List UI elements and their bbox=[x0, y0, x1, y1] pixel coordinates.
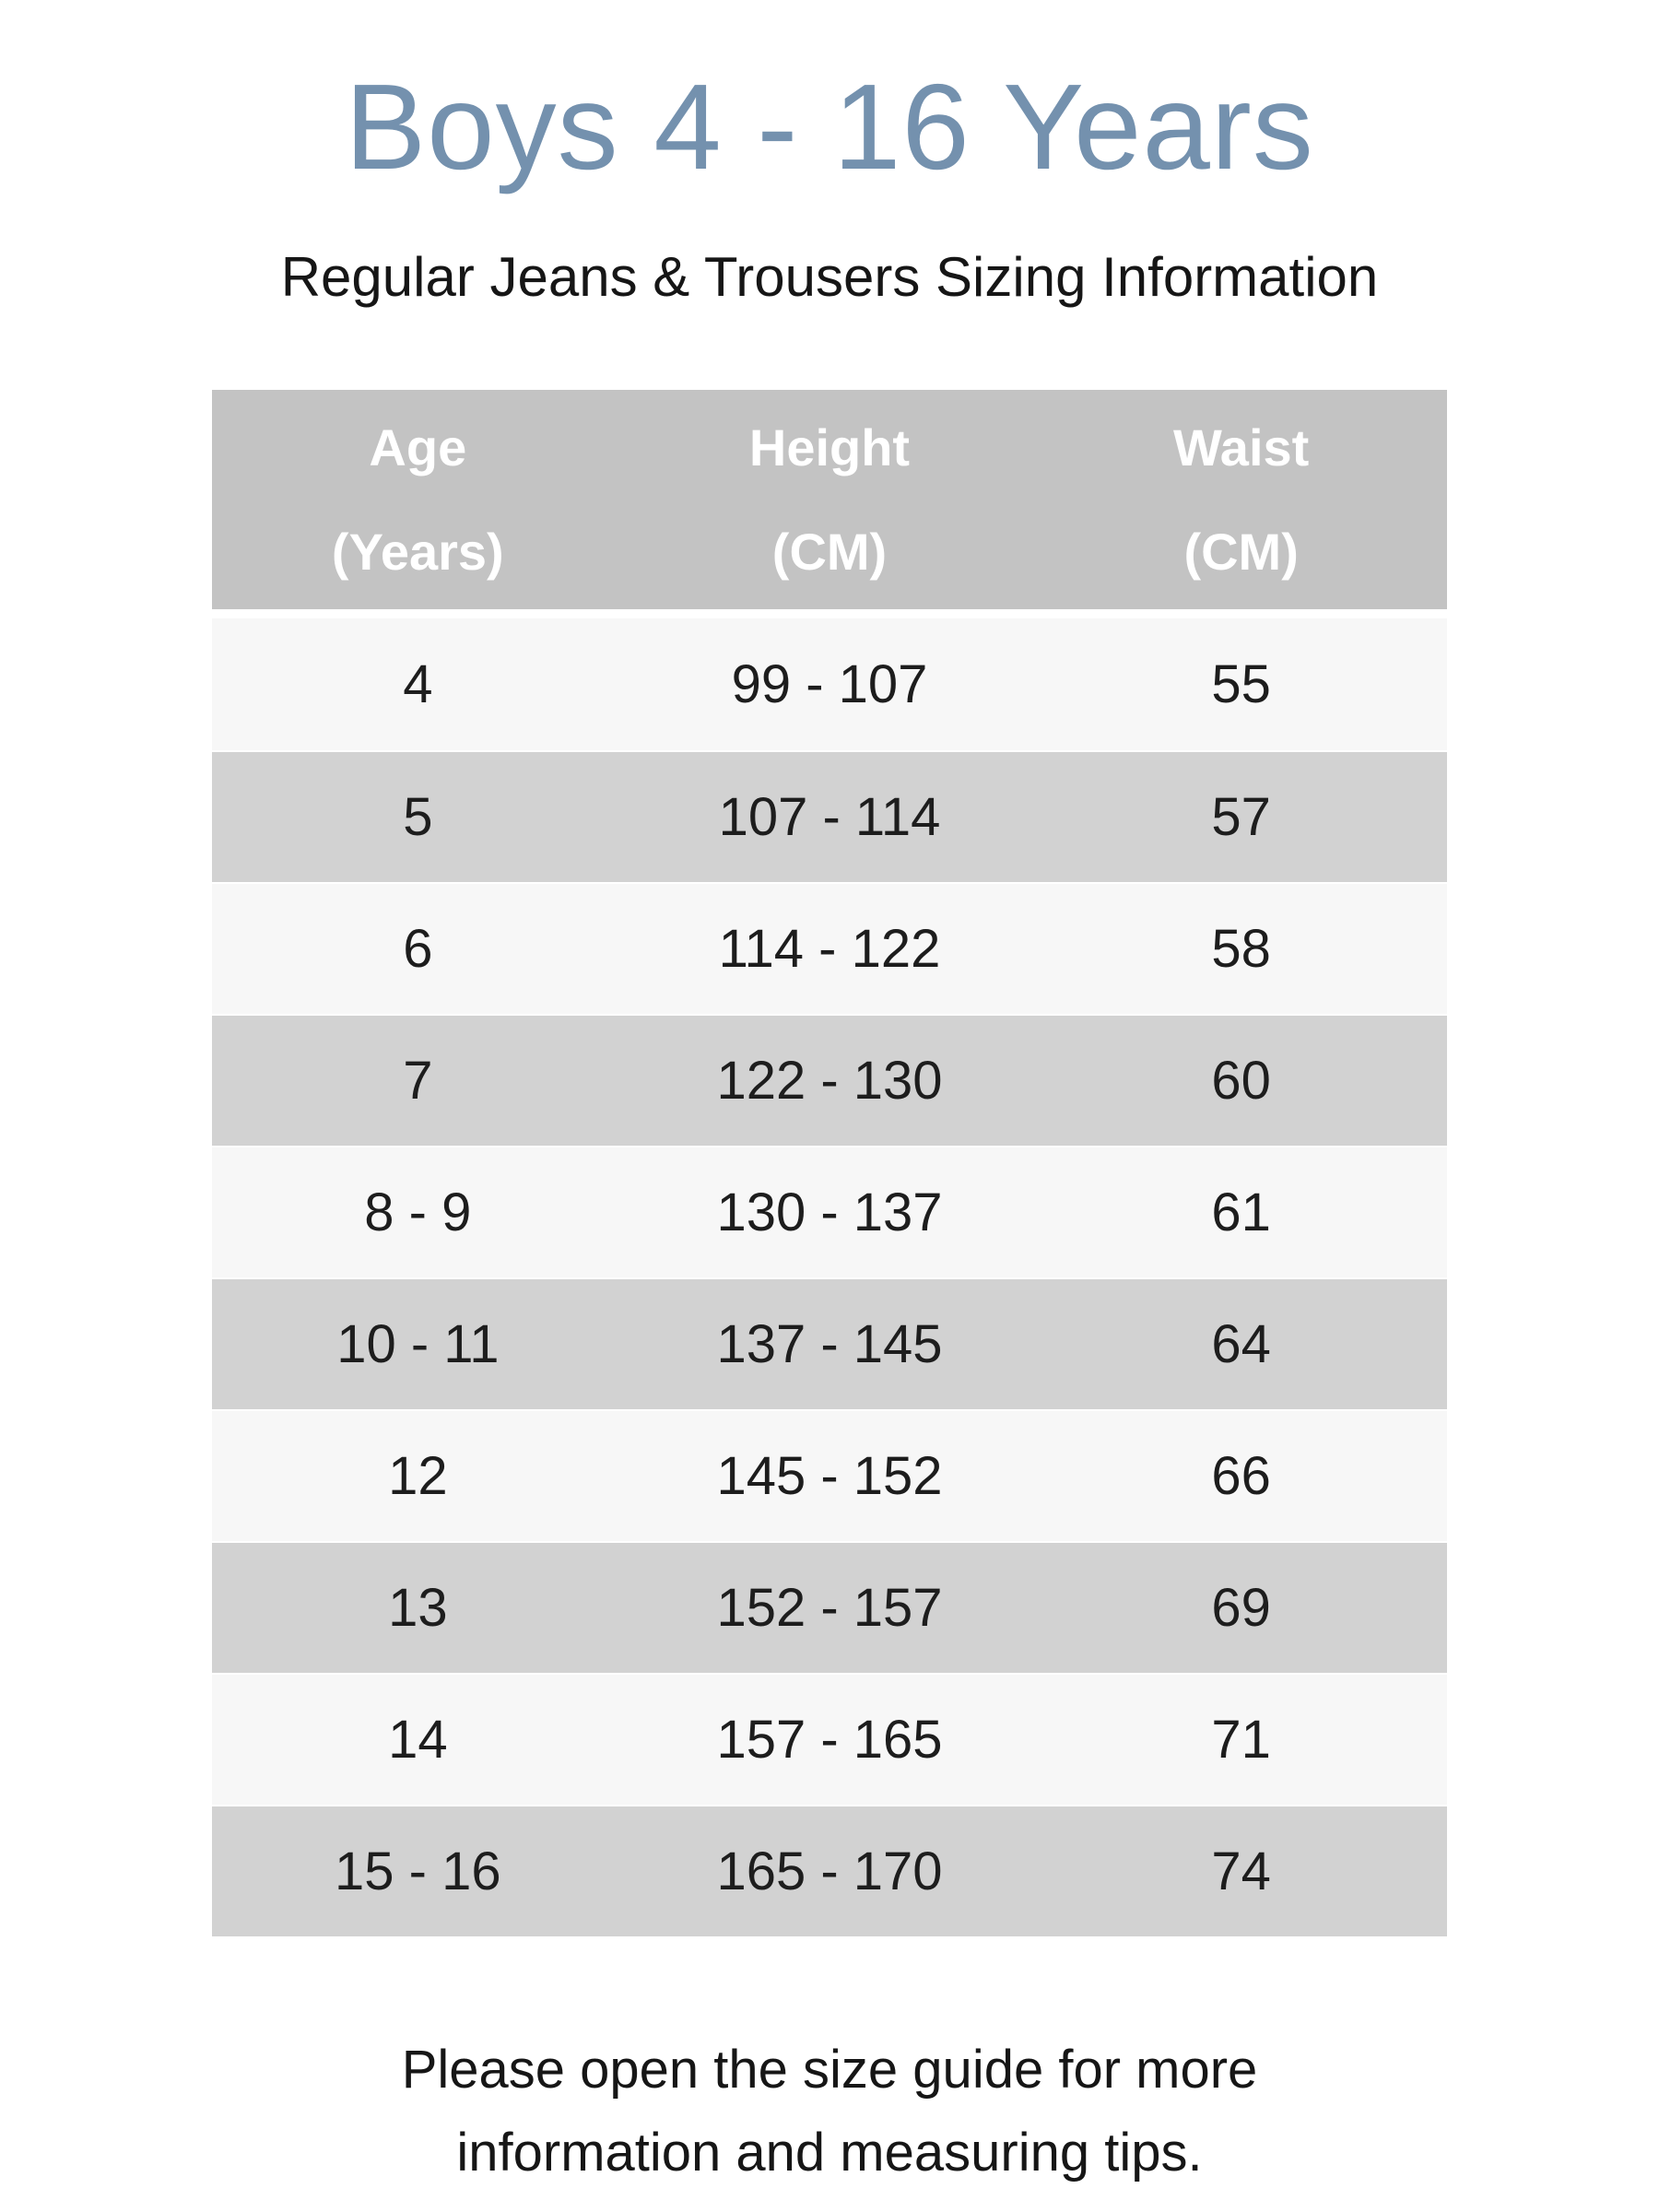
table-row bbox=[212, 882, 1447, 1014]
table-row bbox=[212, 1541, 1447, 1673]
cell-height: 157 - 165 bbox=[716, 1709, 943, 1770]
column-header-age-label: Age bbox=[369, 418, 467, 477]
table-row bbox=[212, 1409, 1447, 1541]
cell-waist: 61 bbox=[1211, 1182, 1271, 1242]
column-header-height-unit: (CM) bbox=[771, 522, 888, 581]
cell-waist: 55 bbox=[1211, 653, 1271, 714]
footer-note-line2: information and measuring tips. bbox=[456, 2122, 1203, 2183]
table-row bbox=[212, 1014, 1447, 1146]
cell-height: 122 - 130 bbox=[716, 1050, 943, 1111]
cell-height: 114 - 122 bbox=[718, 918, 941, 979]
cell-waist: 66 bbox=[1211, 1445, 1271, 1506]
table-row bbox=[212, 750, 1447, 882]
cell-height: 137 - 145 bbox=[716, 1313, 943, 1374]
size-chart-page bbox=[0, 57, 1659, 2212]
cell-age: 6 bbox=[403, 918, 433, 979]
column-header-waist-label: Waist bbox=[1173, 418, 1310, 477]
table-row bbox=[212, 1146, 1447, 1277]
table-row bbox=[212, 618, 1447, 750]
cell-age: 14 bbox=[388, 1709, 448, 1770]
column-header-age bbox=[212, 418, 624, 582]
cell-age: 7 bbox=[403, 1050, 433, 1111]
cell-age: 5 bbox=[403, 786, 433, 847]
cell-waist: 74 bbox=[1211, 1841, 1271, 1901]
column-header-height bbox=[624, 418, 1036, 582]
cell-height: 130 - 137 bbox=[716, 1182, 943, 1242]
column-header-waist bbox=[1035, 418, 1447, 582]
cell-waist: 57 bbox=[1211, 786, 1271, 847]
cell-waist: 58 bbox=[1211, 918, 1271, 979]
cell-age: 15 - 16 bbox=[335, 1841, 501, 1901]
cell-height: 145 - 152 bbox=[716, 1445, 943, 1506]
table-body bbox=[212, 618, 1447, 1936]
page-subtitle: Regular Jeans & Trousers Sizing Information bbox=[280, 245, 1379, 308]
footer-note bbox=[0, 2029, 1659, 2194]
cell-age: 10 - 11 bbox=[336, 1313, 500, 1374]
size-table bbox=[212, 390, 1447, 1936]
cell-waist: 64 bbox=[1211, 1313, 1271, 1374]
cell-waist: 69 bbox=[1211, 1577, 1271, 1638]
page-title: Boys 4 - 16 Years bbox=[345, 59, 1314, 194]
cell-age: 8 - 9 bbox=[364, 1182, 472, 1242]
cell-height: 107 - 114 bbox=[718, 786, 941, 847]
cell-height: 152 - 157 bbox=[716, 1577, 943, 1638]
table-row bbox=[212, 1805, 1447, 1936]
cell-waist: 60 bbox=[1211, 1050, 1271, 1111]
cell-age: 12 bbox=[388, 1445, 448, 1506]
cell-height: 99 - 107 bbox=[731, 653, 928, 714]
column-header-height-label: Height bbox=[748, 418, 911, 477]
footer-note-line1: Please open the size guide for more bbox=[401, 2039, 1258, 2100]
table-row bbox=[212, 1277, 1447, 1409]
table-row bbox=[212, 1673, 1447, 1805]
column-header-waist-unit: (CM) bbox=[1183, 522, 1299, 581]
cell-waist: 71 bbox=[1211, 1709, 1271, 1770]
cell-height: 165 - 170 bbox=[716, 1841, 943, 1901]
cell-age: 13 bbox=[388, 1577, 448, 1638]
column-header-age-unit: (Years) bbox=[331, 522, 504, 581]
table-header-row bbox=[212, 390, 1447, 609]
cell-age: 4 bbox=[403, 653, 433, 714]
